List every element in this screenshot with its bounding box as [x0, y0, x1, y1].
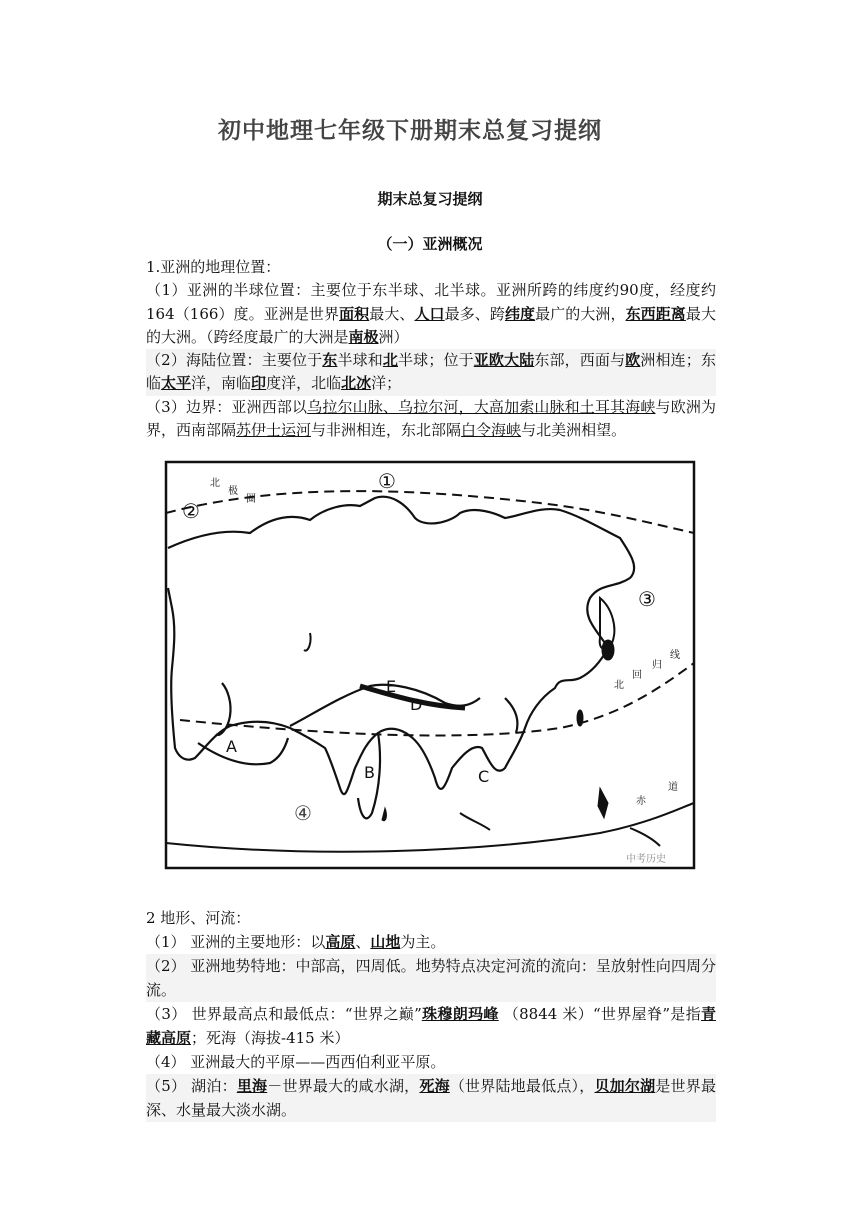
- paragraph-boundary: [146, 396, 716, 443]
- keyword: 里海: [236, 1077, 268, 1095]
- text-run: 洋；: [371, 374, 402, 393]
- keyword: 贝加尔湖: [594, 1077, 656, 1095]
- paragraph-heading: 1.亚洲的地理位置：: [146, 258, 281, 276]
- keyword: 北: [382, 351, 399, 370]
- arctic-label-3: 圈: [246, 494, 256, 505]
- keyword: 高原: [325, 933, 356, 951]
- text-run: 为主。: [400, 933, 446, 951]
- text-run: 洋，南临: [191, 374, 252, 393]
- equator-label-2: 道: [668, 782, 678, 793]
- text-run: 度洋，北临: [266, 374, 342, 393]
- text-run: （2）海陆位置：主要位于: [146, 351, 323, 370]
- label-3: ③: [638, 587, 656, 611]
- keyword: 珠穆朗玛峰: [421, 1005, 499, 1023]
- label-1: ①: [378, 469, 396, 493]
- arctic-label-1: 北: [210, 478, 220, 489]
- arctic-label-2: 极: [228, 486, 238, 497]
- label-D: D: [410, 695, 423, 714]
- underlined-text: 苏伊士运河: [236, 421, 312, 440]
- document-subtitle: 期末总复习提纲: [377, 190, 483, 208]
- tropic-label-3: 归: [652, 660, 662, 671]
- text-run: （3）边界：亚洲西部以: [146, 397, 308, 416]
- paragraph-heading: 2 地形、河流：: [146, 909, 251, 927]
- label-2: ②: [182, 499, 200, 523]
- text-run: （世界陆地最低点），: [449, 1077, 595, 1095]
- text-run: ；死海（海拔-415 米）: [191, 1029, 350, 1047]
- underlined-text: 乌拉尔山脉、乌拉尔河，大高加索山脉和土耳其海峡: [307, 397, 656, 416]
- tropic-label-2: 回: [632, 670, 642, 681]
- text-run: （3） 世界最高点和最低点：“世界之巅”: [146, 1005, 422, 1023]
- tropic-label-4: 线: [670, 650, 680, 661]
- text-run: 半球和: [337, 351, 383, 370]
- label-E: E: [386, 677, 397, 696]
- text-run: 、: [355, 933, 371, 951]
- paragraph-land-sea: [146, 349, 716, 396]
- keyword: 东西距离: [625, 304, 686, 323]
- text-run: 最大的大洲。（跨经度最广的大洲是: [146, 304, 716, 346]
- text-run: 最多、跨: [444, 304, 505, 323]
- keyword: 北冰: [341, 374, 372, 393]
- section1-text: [146, 256, 716, 442]
- section2-text: [146, 906, 716, 1122]
- text-run: （1） 亚洲的主要地形：以: [146, 933, 326, 951]
- keyword: 亚欧大陆: [473, 351, 535, 370]
- paragraph-terrain: [146, 930, 716, 954]
- equator-label-1: 赤: [636, 796, 646, 807]
- keyword: 太平: [161, 374, 192, 393]
- text-run: 是世界最深、水量最大淡水湖。: [146, 1077, 716, 1119]
- paragraph-extremes: [146, 1002, 716, 1050]
- keyword: 山地: [370, 933, 401, 951]
- paragraph-lakes: [146, 1074, 716, 1122]
- asia-map: [160, 458, 698, 874]
- text-run: （1）亚洲的半球位置：主要位于东半球、北半球。亚洲所跨的纬度约90度，经度约164（166）度。亚洲是世界: [146, 281, 716, 323]
- section-heading: （一）亚洲概况: [377, 235, 483, 253]
- watermark-text: 中考历史: [626, 854, 666, 865]
- paragraph-relief: （2） 亚洲地势特地：中部高，四周低。地势特点决定河流的流向：呈放射性向四周分流。: [146, 954, 716, 1002]
- text-run: （8844 米）“世界屋脊”是指: [498, 1005, 701, 1023]
- label-B: B: [364, 763, 375, 782]
- japan-island: [602, 640, 614, 660]
- keyword: 青藏高原: [146, 1005, 716, 1047]
- text-run: 最广的大洲，: [535, 304, 626, 323]
- keyword: 东: [322, 351, 338, 370]
- text-run: 与非洲相连，东北部隔: [311, 421, 462, 440]
- text-run: 东部，西面与: [534, 351, 626, 370]
- text-run: －世界最大的咸水湖，: [267, 1077, 420, 1095]
- text-run: 最大、: [369, 304, 415, 323]
- tropic-label-1: 北: [614, 680, 624, 691]
- document-title: 初中地理七年级下册期末总复习提纲: [218, 118, 602, 144]
- text-run: 半球；位于: [398, 351, 474, 370]
- keyword: 南极: [348, 327, 379, 346]
- label-C: C: [478, 767, 490, 786]
- keyword: 欧: [625, 351, 641, 370]
- text-run: 与欧洲为界，西南部隔: [146, 397, 716, 440]
- label-4: ④: [294, 801, 312, 825]
- keyword: 面积: [339, 304, 370, 323]
- keyword: 印: [251, 374, 267, 393]
- keyword: 死海: [419, 1077, 450, 1095]
- text-run: 洲相连；东临: [146, 351, 716, 393]
- paragraph-hemisphere: [146, 279, 716, 349]
- underlined-text: 白令海峡: [461, 421, 522, 440]
- text-run: （5） 湖泊：: [146, 1077, 237, 1095]
- keyword: 纬度: [504, 304, 536, 323]
- text-run: 洲）: [378, 327, 409, 346]
- label-A: A: [226, 737, 237, 756]
- paragraph-plain: （4） 亚洲最大的平原——西西伯利亚平原。: [146, 1053, 446, 1071]
- keyword: 人口: [414, 304, 445, 323]
- text-run: 与北美洲相望。: [521, 421, 627, 440]
